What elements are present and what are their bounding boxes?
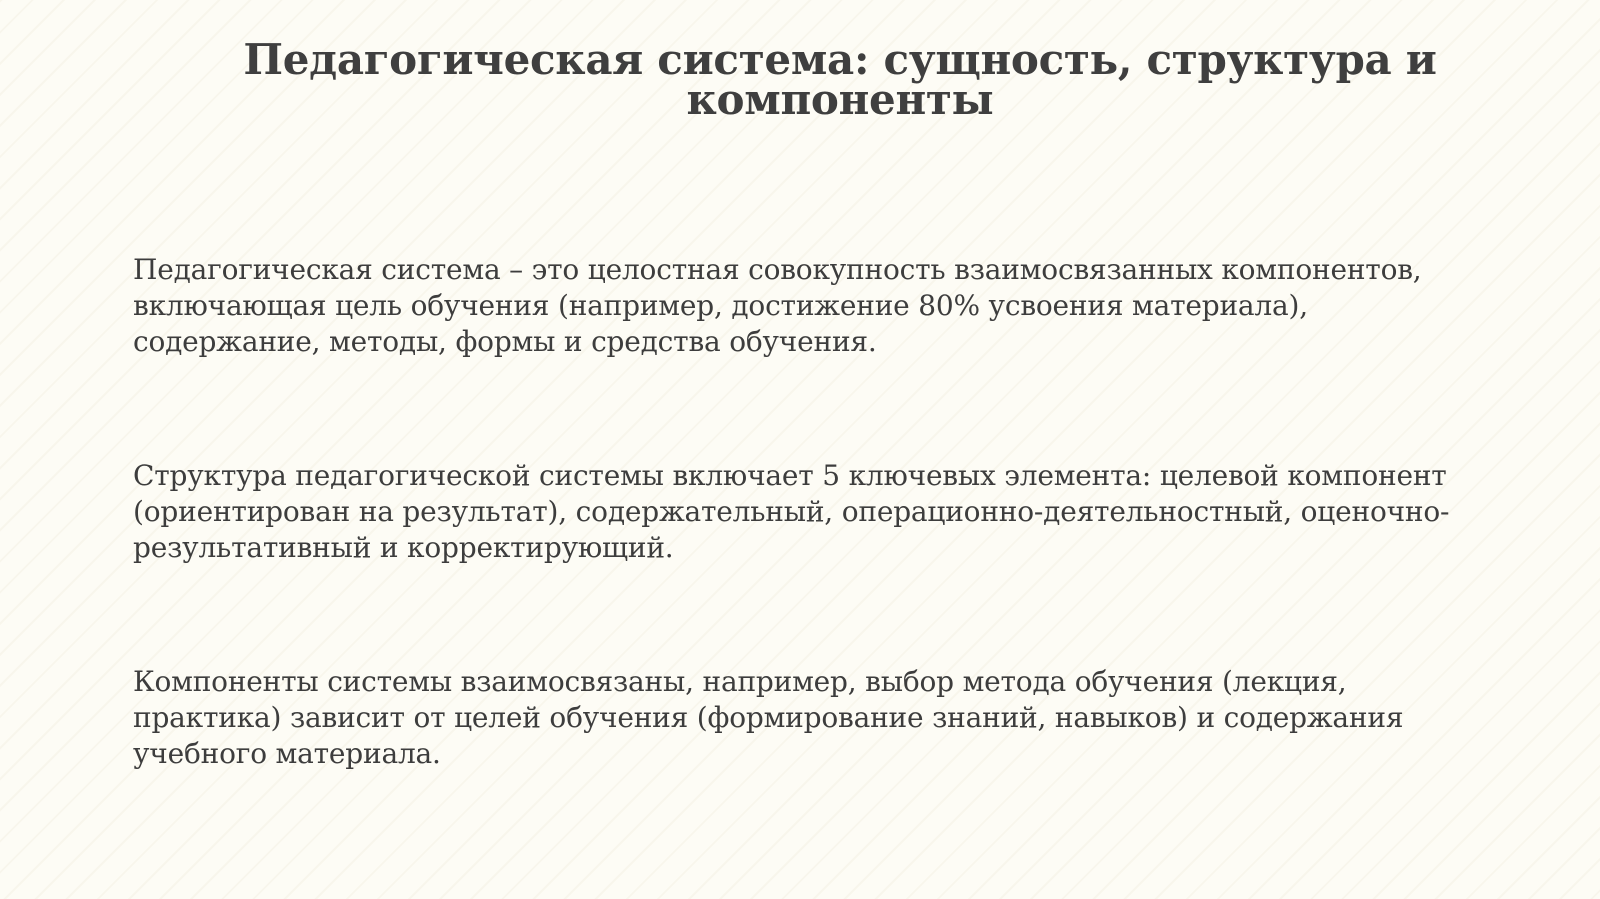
paragraph-definition: Педагогическая система – это целостная совокупность взаимосвязанных компонентов, включающая цель обучения (например, достижение 80% усвоения материала), содержание, методы, формы и средства обучения.: [133, 253, 1422, 358]
paragraph-components: Компоненты системы взаимосвязаны, например, выбор метода обучения (лекция, практика) зависит от целей обучения (формирование знаний, навыков) и содержания учебного материала.: [133, 665, 1404, 770]
slide-title: Педагогическая система: сущность, структура и компоненты: [243, 35, 1437, 124]
paragraph-structure: Структура педагогической системы включает 5 ключевых элемента: целевой компонент (ориентирован на результат), содержательный, операционно-деятельностный, оценочно-результативный и корректирующий.: [133, 459, 1450, 564]
